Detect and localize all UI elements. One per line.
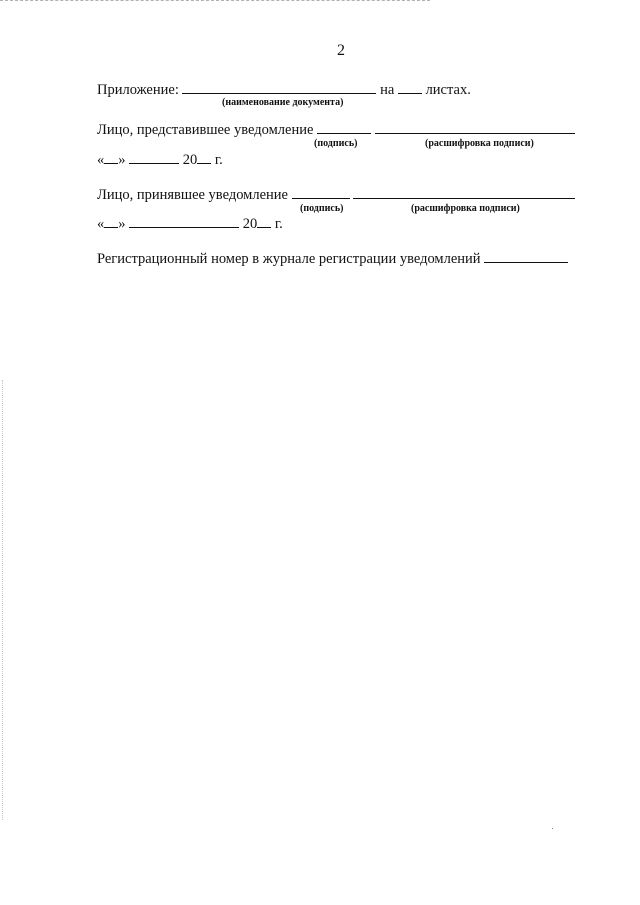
submitter-label: Лицо, представившее уведомление [97, 122, 314, 138]
page-left-edge [2, 380, 3, 820]
registration-line [97, 249, 568, 268]
attachment-document-field[interactable] [182, 80, 376, 94]
submitter-quote-close: » [118, 152, 126, 168]
page-number: 2 [337, 42, 345, 59]
submitter-day-field[interactable] [104, 150, 118, 164]
attachment-sheets-label: листах. [425, 82, 471, 98]
receiver-quote-open: « [97, 216, 105, 232]
receiver-year-field[interactable] [257, 214, 271, 228]
attachment-na: на [380, 82, 395, 98]
receiver-date-line [97, 214, 283, 233]
submitter-decoding-field[interactable] [375, 120, 575, 134]
receiver-quote-close: » [118, 216, 126, 232]
submitter-year-suffix: г. [214, 152, 223, 168]
submitter-signature-caption: (подпись) [314, 138, 358, 149]
receiver-year-suffix: г. [274, 216, 283, 232]
receiver-line [97, 185, 575, 204]
page-top-edge [0, 0, 430, 1]
receiver-year-prefix: 20 [242, 216, 258, 232]
submitter-line [97, 120, 575, 139]
submitter-month-field[interactable] [129, 150, 179, 164]
receiver-signature-caption: (подпись) [300, 203, 344, 214]
submitter-quote-open: « [97, 152, 105, 168]
attachment-caption: (наименование документа) [222, 97, 344, 108]
registration-number-field[interactable] [484, 249, 568, 263]
attachment-label: Приложение: [97, 82, 179, 98]
scan-speck [552, 828, 553, 829]
submitter-signature-field[interactable] [317, 120, 371, 134]
submitter-year-field[interactable] [197, 150, 211, 164]
receiver-decoding-field[interactable] [353, 185, 575, 199]
receiver-day-field[interactable] [104, 214, 118, 228]
registration-label: Регистрационный номер в журнале регистрации уведомлений [97, 251, 481, 267]
receiver-label: Лицо, принявшее уведомление [97, 187, 288, 203]
submitter-decoding-caption: (расшифровка подписи) [425, 138, 534, 149]
submitter-date-line [97, 150, 223, 169]
receiver-decoding-caption: (расшифровка подписи) [411, 203, 520, 214]
submitter-year-prefix: 20 [182, 152, 198, 168]
receiver-month-field[interactable] [129, 214, 239, 228]
attachment-sheets-count-field[interactable] [398, 80, 422, 94]
receiver-signature-field[interactable] [292, 185, 350, 199]
